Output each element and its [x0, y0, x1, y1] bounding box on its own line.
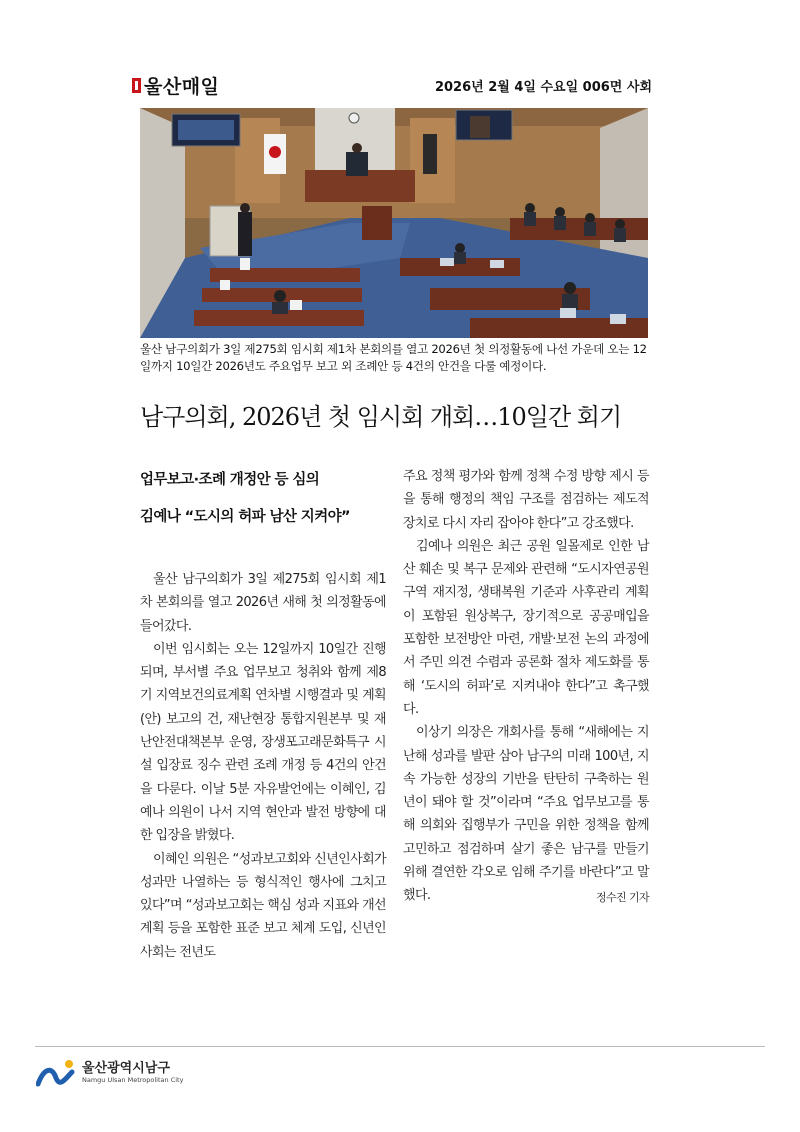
photo-caption: 울산 남구의회가 3일 제275회 임시회 제1차 본회의를 열고 2026년 첫 의정활동에 나선 가운데 오는 12일까지 10일간 2026년도 주요업무 보고 외 조례안 등 4건의 안건을 다룰 예정이다. [140, 342, 647, 373]
subhead-2: 김예나 “도시의 허파 남산 지켜야” [140, 509, 350, 525]
logo-text: 울산매일 [144, 75, 220, 98]
footer-logo [36, 1058, 183, 1088]
footer-org-korean: 울산광역시남구 [82, 1060, 170, 1076]
footer-divider [35, 1046, 765, 1047]
logo-mark-icon [132, 78, 141, 93]
paragraph: 울산 남구의회가 3일 제275회 임시회 제1차 본회의를 열고 2026년 새해 첫 의정활동에 들어갔다. [140, 572, 386, 634]
paragraph: 주요 정책 평가와 함께 정책 수정 방향 제시 등을 통해 행정의 책임 구조를 점검하는 제도적 장치로 다시 자리 잡아야 한다”고 강조했다. [403, 469, 649, 531]
council-session-photo [140, 108, 648, 338]
article-column-right [403, 465, 649, 909]
paragraph: 이혜인 의원은 “성과보고회와 신년인사회가 성과만 나열하는 등 형식적인 행사에 그치고 있다”며 “성과보고회는 핵심 성과 지표와 개선 계획 등을 포함한 표준 보고 체계 도입, 신년인사회는 전년도 [140, 851, 386, 960]
namgu-emblem-icon [36, 1058, 76, 1088]
paragraph: 이번 임시회는 오는 12일까지 10일간 진행되며, 부서별 주요 업무보고 청취와 함께 제8기 지역보건의료계획 연차별 시행결과 및 계획(안) 보고의 건, 재난현장 통합지원본부 및 재난안전대책본부 운영, 장생포고래문화특구 시설 입장료 징수 관련 조례 개정 등 4건의 안건을 다룬다. 이날 5분 자유발언에는 이혜인, 김예나 의원이 나서 지역 현안과 발전 방향에 대한 입장을 밝혔다. [140, 641, 386, 844]
newspaper-logo [132, 74, 219, 96]
footer-org-english: Namgu Ulsan Metropolitan City [82, 1075, 184, 1084]
paragraph: 김예나 의원은 최근 공원 일몰제로 인한 남산 훼손 및 복구 문제와 관련해 “도시자연공원구역 재지정, 생태복원 기준과 사후관리 계획이 포함된 원상복구, 장기적으로 공공매입을 포함한 보전방안 마련, 개발·보전 논의 과정에서 주민 의견 수렴과 공론화 절차 제도화를 통해 ‘도시의 허파’로 지켜내야 한다”고 촉구했다. [403, 538, 649, 717]
dateline: 2026년 2월 4일 수요일 006면 사회 [434, 80, 652, 95]
article-column-left [140, 460, 386, 964]
subhead-1: 업무보고·조례 개정안 등 심의 [140, 472, 320, 488]
masthead [132, 74, 652, 96]
paragraph: 이상기 의장은 개회사를 통해 “새해에는 지난해 성과를 발판 삼아 남구의 미래 100년, 지속 가능한 성장의 기반을 탄탄히 구축하는 원년이 돼야 할 것”이라며 “주요 업무보고를 통해 의회와 집행부가 구민을 위한 정책을 함께 고민하고 점검하며 살기 좋은 남구를 만들기 위해 결연한 각오로 임해 주기를 바란다”고 말했다. [403, 725, 649, 904]
article-headline: 남구의회, 2026년 첫 임시회 개회…10일간 회기 [140, 403, 622, 431]
byline: 정수진 기자 [595, 890, 649, 904]
